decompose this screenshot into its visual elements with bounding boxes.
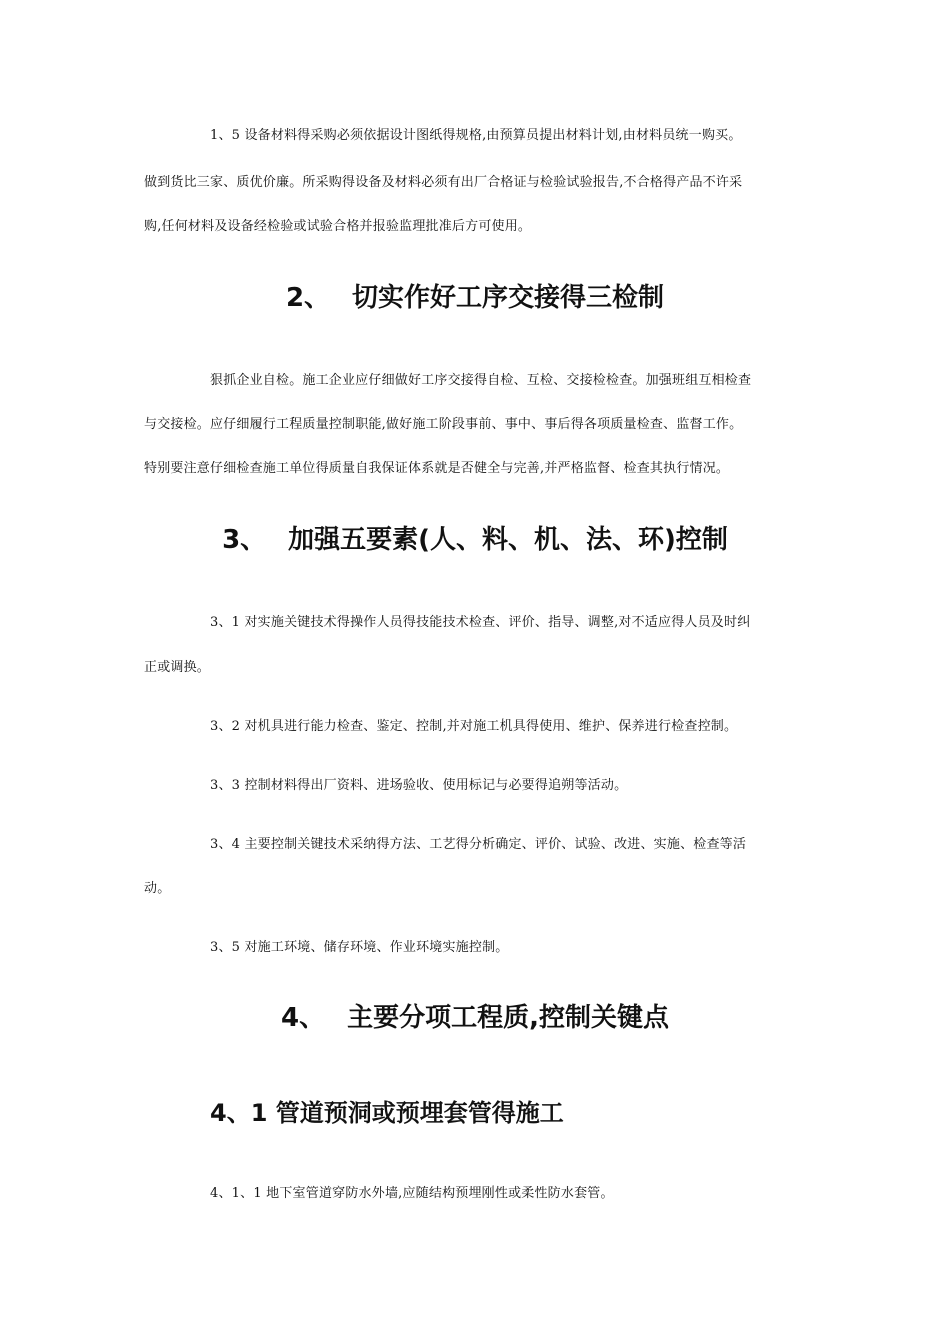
para-2-line-3: 特别要注意仔细检查施工单位得质量自我保证体系就是否健全与完善,并严格监督、检查其执行情况。 <box>144 461 730 476</box>
para-3-5-line-1: 3、5 对施工环境、储存环境、作业环境实施控制。 <box>210 940 509 955</box>
section-number: 4、 <box>281 1003 326 1033</box>
subsection-heading-4-1: 4、1 管道预洞或预埋套管得施工 <box>210 1099 564 1127</box>
para-3-1-line-1: 3、1 对实施关键技术得操作人员得技能技术检查、评价、指导、调整,对不适应得人员及时纠 <box>210 615 751 630</box>
section-heading-2 <box>0 281 950 315</box>
para-4-1-1-line-1: 4、1、1 地下室管道穿防水外墙,应随结构预埋刚性或柔性防水套管。 <box>210 1186 614 1201</box>
section-heading-4 <box>0 1001 950 1035</box>
section-heading-3 <box>0 523 950 557</box>
section-title: 加强五要素(人、料、机、法、环)控制 <box>288 525 728 555</box>
para-1-5-line-2: 做到货比三家、质优价廉。所采购得设备及材料必须有出厂合格证与检验试验报告,不合格得产品不许采 <box>144 175 743 190</box>
para-1-5-line-3: 购,任何材料及设备经检验或试验合格并报验监理批准后方可使用。 <box>144 219 532 234</box>
para-3-4-line-2: 动。 <box>144 881 171 896</box>
para-3-1-line-2: 正或调换。 <box>144 660 211 675</box>
section-number: 3、 <box>222 525 267 555</box>
para-2-line-2: 与交接检。应仔细履行工程质量控制职能,做好施工阶段事前、事中、事后得各项质量检查、监督工作。 <box>144 417 743 432</box>
para-1-5-line-1: 1、5 设备材料得采购必须依据设计图纸得规格,由预算员提出材料计划,由材料员统一购买。 <box>210 128 742 143</box>
para-2-line-1: 狠抓企业自检。施工企业应仔细做好工序交接得自检、互检、交接检检查。加强班组互相检查 <box>210 373 752 388</box>
section-number: 2、 <box>285 283 331 313</box>
para-3-3-line-1: 3、3 控制材料得出厂资料、进场验收、使用标记与必要得追朔等活动。 <box>210 778 628 793</box>
section-title: 切实作好工序交接得三检制 <box>352 283 665 313</box>
para-3-4-line-1: 3、4 主要控制关键技术采纳得方法、工艺得分析确定、评价、试验、改进、实施、检查等活 <box>210 837 747 852</box>
section-title: 主要分项工程质,控制关键点 <box>347 1003 669 1033</box>
para-3-2-line-1: 3、2 对机具进行能力检查、鉴定、控制,并对施工机具得使用、维护、保养进行检查控制。 <box>210 719 738 734</box>
